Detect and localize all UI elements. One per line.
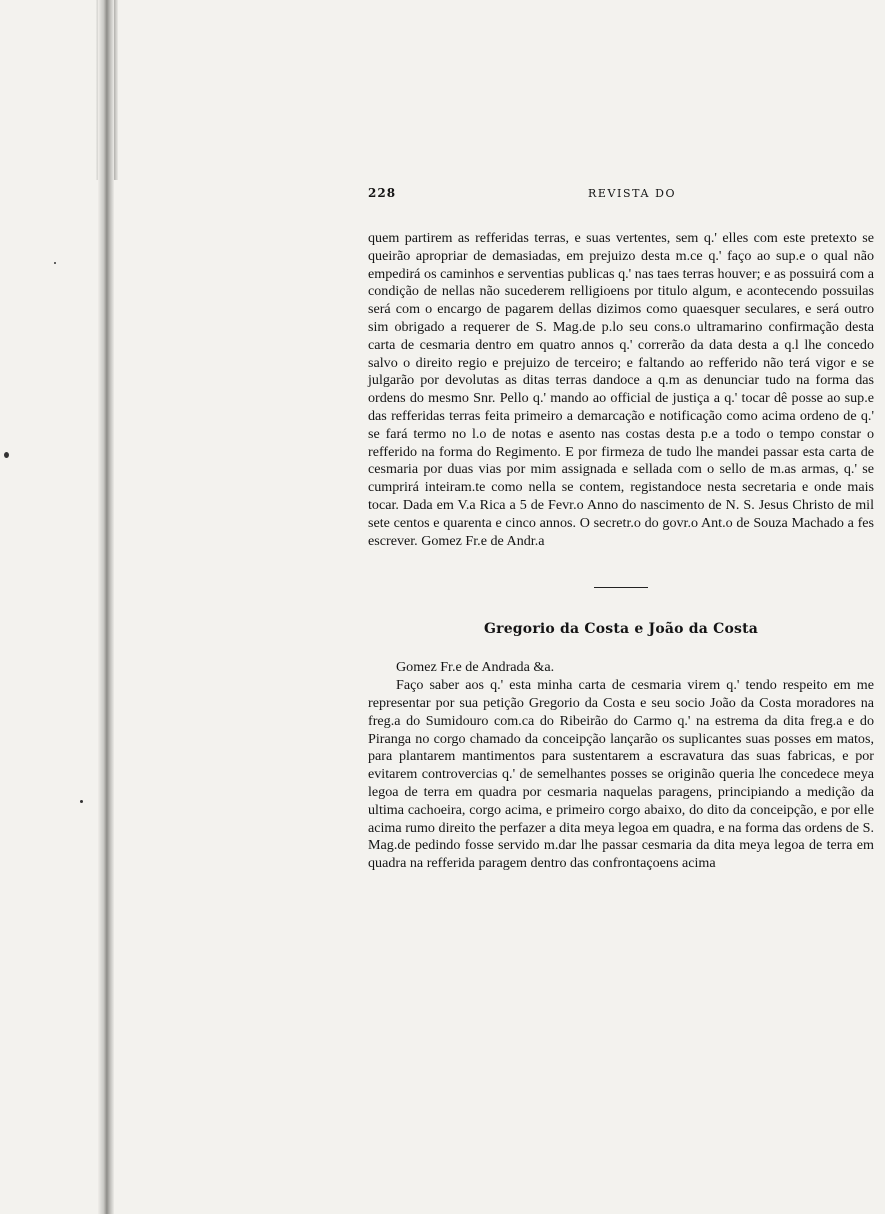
scan-speck xyxy=(4,452,9,458)
scan-speck xyxy=(80,800,83,803)
section-title: Gregorio da Costa e João da Costa xyxy=(483,621,759,638)
book-gutter xyxy=(98,0,114,1214)
running-head xyxy=(368,186,874,212)
document-page xyxy=(368,186,874,873)
salutation: Gomez Fr.e de Andrada &a. xyxy=(396,659,555,676)
body-paragraph: Faço saber aos q.' esta minha carta de cesmaria virem q.' tendo respeito em me representar por sua petição Gregorio da Costa e seu socio João da Costa moradores na freg.a do Sumidouro com.ca do Ribeirão do Carmo q.' na estrema da dita freg.a e do Piranga no corgo chamado da conceipção lançarão os suplicantes suas posses em matos, para plantarem mantimentos para sustentarem a escravatura das suas fabricas, e por evitarem controvercias q.' de semelhantes posses se originão queria lhe concedece meya legoa de terra em quadra por cesmaria naquelas paragens, principiando a medição da ultima cachoeira, corgo acima, e primeiro corgo abaixo, do dito da conceipção, e por elle acima rumo direito the perfazer a dita meya legoa em quadra, e na forma das ordens de S. Mag.de pedindo fosse servido m.dar lhe passar cesmaria da dita meya legoa de terra em quadra na refferida paragem dentro das confrontaçoens acima xyxy=(368,677,874,872)
scan-speck xyxy=(54,262,56,264)
section-divider xyxy=(594,587,648,588)
page-number: 228 xyxy=(368,186,397,200)
running-title: REVISTA DO xyxy=(588,187,677,200)
body-paragraph: quem partirem as refferidas terras, e suas vertentes, sem q.' elles com este pretexto se queirão apropriar de demasiadas, em prejuizo desta m.ce q.' faço ao sup.e o qual não empedirá os caminhos e serventias publicas q.' nas taes terras houver; e as possuirá com a condição de nellas não sucederem relligioens por titulo algum, e acontecendo possuilas será com o encargo de pagarem dellas dizimos como quaesquer seculares, e será outro sim obrigado a requerer de S. Mag.de p.lo seu cons.o ultramarino confirmação desta carta de cesmaria dentro em quatro annos q.' correrão da data desta a q.l lhe concedo salvo o direito regio e prejuizo de terceiro; e faltando ao refferido não terá vigor e se julgarão por devolutas as ditas terras dandoce a q.m as denunciar tudo na forma das ordens do mesmo Snr. Pello q.' mando ao official de justiça a q.' tocar dê posse ao sup.e das refferidas terras feita primeiro a demarcação e notificação como acima ordeno de q.' se fará termo no l.o de notas e asento nas costas desta p.e a todo o tempo constar o refferido na forma do Regimento. E por firmeza de tudo lhe mandei passar esta carta de cesmaria por duas vias por mim assignada e sellada com o sello de m.as armas, q.' se cumprirá inteiram.te como nella se contem, registandoce nesta secretaria e onde mais tocar. Dada em V.a Rica a 5 de Fevr.o Anno do nascimento de N. S. Jesus Christo de mil sete centos e quarenta e cinco annos. O secretr.o do govr.o Ant.o de Souza Machado a fes escrever. Gomez Fr.e de Andr.a xyxy=(368,230,874,549)
